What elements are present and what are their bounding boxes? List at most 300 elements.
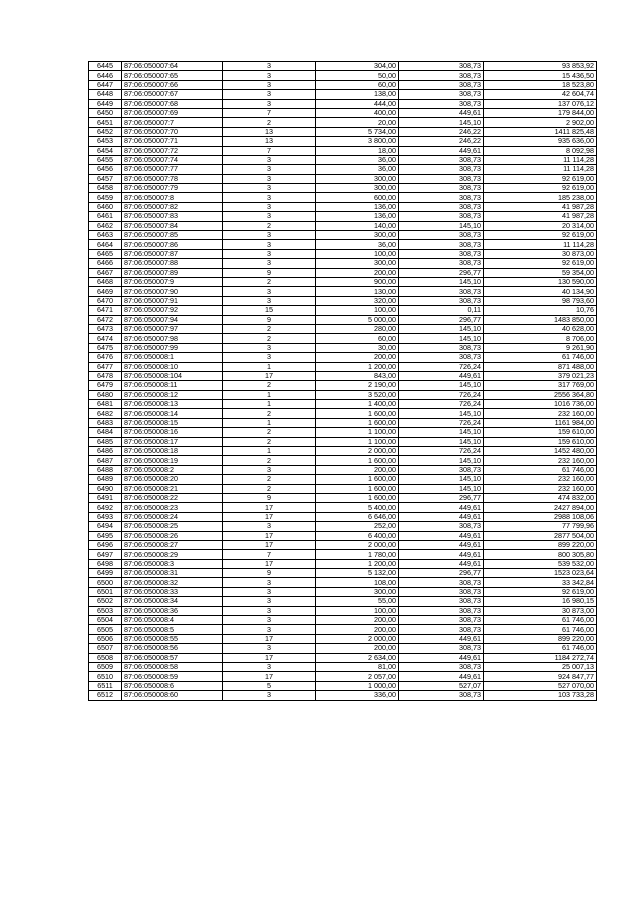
- row-number-cell: 6449: [89, 99, 122, 108]
- area-cell: 900,00: [316, 277, 399, 286]
- cadastral-value-cell: 8 092,98: [484, 146, 597, 155]
- cadastral-value-cell: 317 769,00: [484, 381, 597, 390]
- cadastral-value-cell: 527 070,00: [484, 681, 597, 690]
- unit-value-cell: 308,73: [399, 606, 484, 615]
- area-cell: 1 100,00: [316, 428, 399, 437]
- category-code-cell: 3: [223, 287, 316, 296]
- row-number-cell: 6488: [89, 465, 122, 474]
- table-row: [89, 99, 597, 108]
- unit-value-cell: 308,73: [399, 231, 484, 240]
- category-code-cell: 2: [223, 381, 316, 390]
- cadastral-value-cell: 1016 736,00: [484, 400, 597, 409]
- cadastral-number-cell: 87:06:050008:26: [122, 531, 223, 540]
- table-row: [89, 587, 597, 596]
- category-code-cell: 1: [223, 390, 316, 399]
- area-cell: 3 520,00: [316, 390, 399, 399]
- cadastral-value-cell: 15 436,50: [484, 71, 597, 80]
- category-code-cell: 3: [223, 231, 316, 240]
- category-code-cell: 1: [223, 362, 316, 371]
- cadastral-number-cell: 87:06:050007:68: [122, 99, 223, 108]
- unit-value-cell: 308,73: [399, 578, 484, 587]
- row-number-cell: 6463: [89, 231, 122, 240]
- category-code-cell: 3: [223, 155, 316, 164]
- cadastral-number-cell: 87:06:050007:64: [122, 62, 223, 71]
- row-number-cell: 6464: [89, 240, 122, 249]
- cadastral-number-cell: 87:06:050008:56: [122, 644, 223, 653]
- table-row: [89, 381, 597, 390]
- cadastral-value-cell: 179 844,00: [484, 108, 597, 117]
- table-row: [89, 606, 597, 615]
- row-number-cell: 6480: [89, 390, 122, 399]
- unit-value-cell: 308,73: [399, 691, 484, 700]
- row-number-cell: 6485: [89, 437, 122, 446]
- cadastral-number-cell: 87:06:050007:88: [122, 259, 223, 268]
- row-number-cell: 6473: [89, 324, 122, 333]
- cadastral-number-cell: 87:06:050007:97: [122, 324, 223, 333]
- area-cell: 100,00: [316, 306, 399, 315]
- row-number-cell: 6492: [89, 503, 122, 512]
- unit-value-cell: 145,10: [399, 437, 484, 446]
- unit-value-cell: 308,73: [399, 597, 484, 606]
- cadastral-value-cell: 11 114,28: [484, 155, 597, 164]
- row-number-cell: 6467: [89, 268, 122, 277]
- unit-value-cell: 449,61: [399, 503, 484, 512]
- unit-value-cell: 308,73: [399, 616, 484, 625]
- cadastral-number-cell: 87:06:050008:58: [122, 663, 223, 672]
- table-row: [89, 484, 597, 493]
- unit-value-cell: 308,73: [399, 174, 484, 183]
- cadastral-number-cell: 87:06:050007:8: [122, 193, 223, 202]
- cadastral-number-cell: 87:06:050008:22: [122, 493, 223, 502]
- category-code-cell: 17: [223, 672, 316, 681]
- area-cell: 280,00: [316, 324, 399, 333]
- unit-value-cell: 145,10: [399, 484, 484, 493]
- row-number-cell: 6476: [89, 353, 122, 362]
- area-cell: 1 200,00: [316, 559, 399, 568]
- table-row: [89, 465, 597, 474]
- row-number-cell: 6455: [89, 155, 122, 164]
- row-number-cell: 6456: [89, 165, 122, 174]
- row-number-cell: 6453: [89, 137, 122, 146]
- area-cell: 1 600,00: [316, 493, 399, 502]
- row-number-cell: 6498: [89, 559, 122, 568]
- table-body: [89, 62, 597, 701]
- row-number-cell: 6459: [89, 193, 122, 202]
- row-number-cell: 6479: [89, 381, 122, 390]
- row-number-cell: 6446: [89, 71, 122, 80]
- table-row: [89, 259, 597, 268]
- area-cell: 3 800,00: [316, 137, 399, 146]
- unit-value-cell: 726,24: [399, 390, 484, 399]
- cadastral-number-cell: 87:06:050008:11: [122, 381, 223, 390]
- row-number-cell: 6460: [89, 202, 122, 211]
- category-code-cell: 9: [223, 569, 316, 578]
- area-cell: 400,00: [316, 108, 399, 117]
- row-number-cell: 6481: [89, 400, 122, 409]
- category-code-cell: 17: [223, 653, 316, 662]
- cadastral-value-cell: 379 021,23: [484, 371, 597, 380]
- row-number-cell: 6499: [89, 569, 122, 578]
- cadastral-number-cell: 87:06:050008:57: [122, 653, 223, 662]
- row-number-cell: 6493: [89, 512, 122, 521]
- unit-value-cell: 296,77: [399, 569, 484, 578]
- cadastral-number-cell: 87:06:050008:19: [122, 456, 223, 465]
- table-row: [89, 71, 597, 80]
- cadastral-number-cell: 87:06:050008:3: [122, 559, 223, 568]
- cadastral-value-cell: 98 793,60: [484, 296, 597, 305]
- row-number-cell: 6461: [89, 212, 122, 221]
- table-row: [89, 569, 597, 578]
- unit-value-cell: 308,73: [399, 353, 484, 362]
- table-row: [89, 353, 597, 362]
- row-number-cell: 6451: [89, 118, 122, 127]
- cadastral-value-cell: 924 847,77: [484, 672, 597, 681]
- category-code-cell: 3: [223, 587, 316, 596]
- area-cell: 60,00: [316, 80, 399, 89]
- cadastral-value-cell: 185 238,00: [484, 193, 597, 202]
- cadastral-number-cell: 87:06:050007:94: [122, 315, 223, 324]
- cadastral-value-cell: 871 488,00: [484, 362, 597, 371]
- area-cell: 50,00: [316, 71, 399, 80]
- unit-value-cell: 145,10: [399, 221, 484, 230]
- row-number-cell: 6500: [89, 578, 122, 587]
- category-code-cell: 3: [223, 343, 316, 352]
- row-number-cell: 6471: [89, 306, 122, 315]
- row-number-cell: 6490: [89, 484, 122, 493]
- row-number-cell: 6469: [89, 287, 122, 296]
- unit-value-cell: 308,73: [399, 184, 484, 193]
- cadastral-value-cell: 61 746,00: [484, 616, 597, 625]
- unit-value-cell: 308,73: [399, 465, 484, 474]
- table-row: [89, 437, 597, 446]
- table-row: [89, 634, 597, 643]
- cadastral-value-cell: 1483 850,00: [484, 315, 597, 324]
- row-number-cell: 6474: [89, 334, 122, 343]
- category-code-cell: 3: [223, 62, 316, 71]
- category-code-cell: 2: [223, 221, 316, 230]
- category-code-cell: 3: [223, 174, 316, 183]
- unit-value-cell: 726,24: [399, 400, 484, 409]
- cadastral-number-cell: 87:06:050008:27: [122, 540, 223, 549]
- row-number-cell: 6503: [89, 606, 122, 615]
- area-cell: 2 634,00: [316, 653, 399, 662]
- category-code-cell: 17: [223, 634, 316, 643]
- cadastral-value-cell: 2877 504,00: [484, 531, 597, 540]
- area-cell: 30,00: [316, 343, 399, 352]
- cadastral-number-cell: 87:06:050008:32: [122, 578, 223, 587]
- cadastral-number-cell: 87:06:050008:20: [122, 475, 223, 484]
- category-code-cell: 7: [223, 146, 316, 155]
- table-row: [89, 315, 597, 324]
- unit-value-cell: 308,73: [399, 259, 484, 268]
- cadastral-number-cell: 87:06:050008:59: [122, 672, 223, 681]
- cadastral-number-cell: 87:06:050007:65: [122, 71, 223, 80]
- category-code-cell: 2: [223, 324, 316, 333]
- cadastral-number-cell: 87:06:050007:86: [122, 240, 223, 249]
- category-code-cell: 3: [223, 522, 316, 531]
- cadastral-number-cell: 87:06:050008:25: [122, 522, 223, 531]
- category-code-cell: 5: [223, 681, 316, 690]
- cadastral-number-cell: 87:06:050007:98: [122, 334, 223, 343]
- area-cell: 1 600,00: [316, 418, 399, 427]
- unit-value-cell: 145,10: [399, 381, 484, 390]
- category-code-cell: 3: [223, 644, 316, 653]
- unit-value-cell: 449,61: [399, 540, 484, 549]
- category-code-cell: 3: [223, 212, 316, 221]
- unit-value-cell: 246,22: [399, 127, 484, 136]
- cadastral-value-cell: 159 610,00: [484, 428, 597, 437]
- row-number-cell: 6511: [89, 681, 122, 690]
- category-code-cell: 2: [223, 277, 316, 286]
- table-row: [89, 202, 597, 211]
- table-row: [89, 324, 597, 333]
- row-number-cell: 6484: [89, 428, 122, 437]
- table-row: [89, 62, 597, 71]
- area-cell: 1 400,00: [316, 400, 399, 409]
- row-number-cell: 6445: [89, 62, 122, 71]
- cadastral-value-cell: 30 873,00: [484, 249, 597, 258]
- unit-value-cell: 145,10: [399, 277, 484, 286]
- category-code-cell: 1: [223, 447, 316, 456]
- table-row: [89, 503, 597, 512]
- area-cell: 5 132,00: [316, 569, 399, 578]
- cadastral-value-cell: 232 160,00: [484, 484, 597, 493]
- cadastral-value-cell: 130 590,00: [484, 277, 597, 286]
- row-number-cell: 6487: [89, 456, 122, 465]
- table-row: [89, 475, 597, 484]
- category-code-cell: 17: [223, 540, 316, 549]
- row-number-cell: 6505: [89, 625, 122, 634]
- row-number-cell: 6477: [89, 362, 122, 371]
- table-row: [89, 672, 597, 681]
- cadastral-number-cell: 87:06:050008:16: [122, 428, 223, 437]
- cadastral-value-cell: 92 619,00: [484, 259, 597, 268]
- unit-value-cell: 308,73: [399, 212, 484, 221]
- table-row: [89, 578, 597, 587]
- table-row: [89, 127, 597, 136]
- area-cell: 136,00: [316, 202, 399, 211]
- category-code-cell: 17: [223, 503, 316, 512]
- area-cell: 444,00: [316, 99, 399, 108]
- area-cell: 6 400,00: [316, 531, 399, 540]
- table-row: [89, 531, 597, 540]
- unit-value-cell: 145,10: [399, 118, 484, 127]
- unit-value-cell: 726,24: [399, 418, 484, 427]
- cadastral-value-cell: 232 160,00: [484, 409, 597, 418]
- unit-value-cell: 449,61: [399, 550, 484, 559]
- category-code-cell: 2: [223, 475, 316, 484]
- table-row: [89, 174, 597, 183]
- table-row: [89, 540, 597, 549]
- category-code-cell: 3: [223, 353, 316, 362]
- unit-value-cell: 449,61: [399, 531, 484, 540]
- cadastral-number-cell: 87:06:050007:83: [122, 212, 223, 221]
- cadastral-number-cell: 87:06:050007:99: [122, 343, 223, 352]
- area-cell: 5 000,00: [316, 315, 399, 324]
- area-cell: 108,00: [316, 578, 399, 587]
- table-row: [89, 550, 597, 559]
- table-row: [89, 137, 597, 146]
- cadastral-number-cell: 87:06:050007:67: [122, 90, 223, 99]
- cadastral-number-cell: 87:06:050007:70: [122, 127, 223, 136]
- table-row: [89, 447, 597, 456]
- row-number-cell: 6497: [89, 550, 122, 559]
- cadastral-number-cell: 87:06:050008:12: [122, 390, 223, 399]
- cadastral-number-cell: 87:06:050007:71: [122, 137, 223, 146]
- cadastral-value-cell: 474 832,00: [484, 493, 597, 502]
- area-cell: 1 200,00: [316, 362, 399, 371]
- row-number-cell: 6512: [89, 691, 122, 700]
- category-code-cell: 3: [223, 240, 316, 249]
- cadastral-value-cell: 25 007,13: [484, 663, 597, 672]
- cadastral-number-cell: 87:06:050008:55: [122, 634, 223, 643]
- row-number-cell: 6472: [89, 315, 122, 324]
- table-row: [89, 90, 597, 99]
- cadastral-number-cell: 87:06:050007:77: [122, 165, 223, 174]
- cadastral-value-cell: 92 619,00: [484, 174, 597, 183]
- cadastral-value-cell: 1161 984,00: [484, 418, 597, 427]
- row-number-cell: 6507: [89, 644, 122, 653]
- cadastral-number-cell: 87:06:050008:18: [122, 447, 223, 456]
- cadastral-value-cell: 92 619,00: [484, 587, 597, 596]
- unit-value-cell: 308,73: [399, 296, 484, 305]
- cadastral-number-cell: 87:06:050008:29: [122, 550, 223, 559]
- cadastral-value-cell: 2988 108,06: [484, 512, 597, 521]
- cadastral-number-cell: 87:06:050007:91: [122, 296, 223, 305]
- cadastral-value-cell: 20 314,00: [484, 221, 597, 230]
- table-row: [89, 616, 597, 625]
- row-number-cell: 6496: [89, 540, 122, 549]
- unit-value-cell: 308,73: [399, 155, 484, 164]
- unit-value-cell: 308,73: [399, 71, 484, 80]
- cadastral-value-table: [88, 61, 597, 701]
- cadastral-number-cell: 87:06:050008:24: [122, 512, 223, 521]
- category-code-cell: 3: [223, 249, 316, 258]
- area-cell: 336,00: [316, 691, 399, 700]
- category-code-cell: 9: [223, 315, 316, 324]
- cadastral-number-cell: 87:06:050008:23: [122, 503, 223, 512]
- area-cell: 36,00: [316, 155, 399, 164]
- category-code-cell: 3: [223, 184, 316, 193]
- cadastral-number-cell: 87:06:050008:5: [122, 625, 223, 634]
- category-code-cell: 17: [223, 512, 316, 521]
- table-row: [89, 663, 597, 672]
- cadastral-number-cell: 87:06:050007:84: [122, 221, 223, 230]
- category-code-cell: 13: [223, 127, 316, 136]
- unit-value-cell: 246,22: [399, 137, 484, 146]
- area-cell: 300,00: [316, 587, 399, 596]
- cadastral-value-cell: 899 220,00: [484, 634, 597, 643]
- cadastral-value-cell: 11 114,28: [484, 165, 597, 174]
- cadastral-value-cell: 77 799,96: [484, 522, 597, 531]
- cadastral-value-cell: 92 619,00: [484, 231, 597, 240]
- cadastral-value-cell: 61 746,00: [484, 353, 597, 362]
- cadastral-value-cell: 42 604,74: [484, 90, 597, 99]
- area-cell: 20,00: [316, 118, 399, 127]
- cadastral-value-cell: 232 160,00: [484, 456, 597, 465]
- cadastral-value-cell: 232 160,00: [484, 475, 597, 484]
- area-cell: 200,00: [316, 616, 399, 625]
- category-code-cell: 3: [223, 578, 316, 587]
- category-code-cell: 2: [223, 484, 316, 493]
- cadastral-number-cell: 87:06:050008:31: [122, 569, 223, 578]
- row-number-cell: 6506: [89, 634, 122, 643]
- unit-value-cell: 449,61: [399, 512, 484, 521]
- area-cell: 200,00: [316, 268, 399, 277]
- table-row: [89, 193, 597, 202]
- cadastral-number-cell: 87:06:050008:36: [122, 606, 223, 615]
- table-row: [89, 165, 597, 174]
- row-number-cell: 6458: [89, 184, 122, 193]
- unit-value-cell: 308,73: [399, 80, 484, 89]
- unit-value-cell: 308,73: [399, 240, 484, 249]
- category-code-cell: 17: [223, 559, 316, 568]
- category-code-cell: 2: [223, 118, 316, 127]
- category-code-cell: 2: [223, 334, 316, 343]
- area-cell: 1 600,00: [316, 409, 399, 418]
- area-cell: 304,00: [316, 62, 399, 71]
- unit-value-cell: 308,73: [399, 625, 484, 634]
- cadastral-value-cell: 61 746,00: [484, 644, 597, 653]
- table-row: [89, 493, 597, 502]
- area-cell: 60,00: [316, 334, 399, 343]
- area-cell: 1 600,00: [316, 484, 399, 493]
- cadastral-value-cell: 30 873,00: [484, 606, 597, 615]
- area-cell: 300,00: [316, 184, 399, 193]
- cadastral-value-cell: 16 980,15: [484, 597, 597, 606]
- area-cell: 55,00: [316, 597, 399, 606]
- cadastral-value-cell: 159 610,00: [484, 437, 597, 446]
- unit-value-cell: 308,73: [399, 249, 484, 258]
- table-row: [89, 277, 597, 286]
- area-cell: 5 734,00: [316, 127, 399, 136]
- unit-value-cell: 145,10: [399, 475, 484, 484]
- area-cell: 1 100,00: [316, 437, 399, 446]
- unit-value-cell: 308,73: [399, 90, 484, 99]
- table-row: [89, 390, 597, 399]
- cadastral-value-cell: 1411 825,48: [484, 127, 597, 136]
- cadastral-value-cell: 92 619,00: [484, 184, 597, 193]
- unit-value-cell: 296,77: [399, 268, 484, 277]
- row-number-cell: 6465: [89, 249, 122, 258]
- row-number-cell: 6482: [89, 409, 122, 418]
- unit-value-cell: 308,73: [399, 343, 484, 352]
- category-code-cell: 3: [223, 202, 316, 211]
- category-code-cell: 3: [223, 606, 316, 615]
- cadastral-value-cell: 61 746,00: [484, 625, 597, 634]
- unit-value-cell: 527,07: [399, 681, 484, 690]
- area-cell: 2 000,00: [316, 447, 399, 456]
- table-row: [89, 400, 597, 409]
- table-row: [89, 231, 597, 240]
- table-row: [89, 80, 597, 89]
- area-cell: 100,00: [316, 606, 399, 615]
- area-cell: 2 190,00: [316, 381, 399, 390]
- row-number-cell: 6452: [89, 127, 122, 136]
- row-number-cell: 6508: [89, 653, 122, 662]
- table-row: [89, 155, 597, 164]
- cadastral-number-cell: 87:06:050007:74: [122, 155, 223, 164]
- category-code-cell: 15: [223, 306, 316, 315]
- category-code-cell: 3: [223, 165, 316, 174]
- unit-value-cell: 449,61: [399, 653, 484, 662]
- table-row: [89, 362, 597, 371]
- cadastral-value-cell: 137 076,12: [484, 99, 597, 108]
- category-code-cell: 3: [223, 99, 316, 108]
- table-row: [89, 108, 597, 117]
- cadastral-number-cell: 87:06:050007:72: [122, 146, 223, 155]
- unit-value-cell: 308,73: [399, 587, 484, 596]
